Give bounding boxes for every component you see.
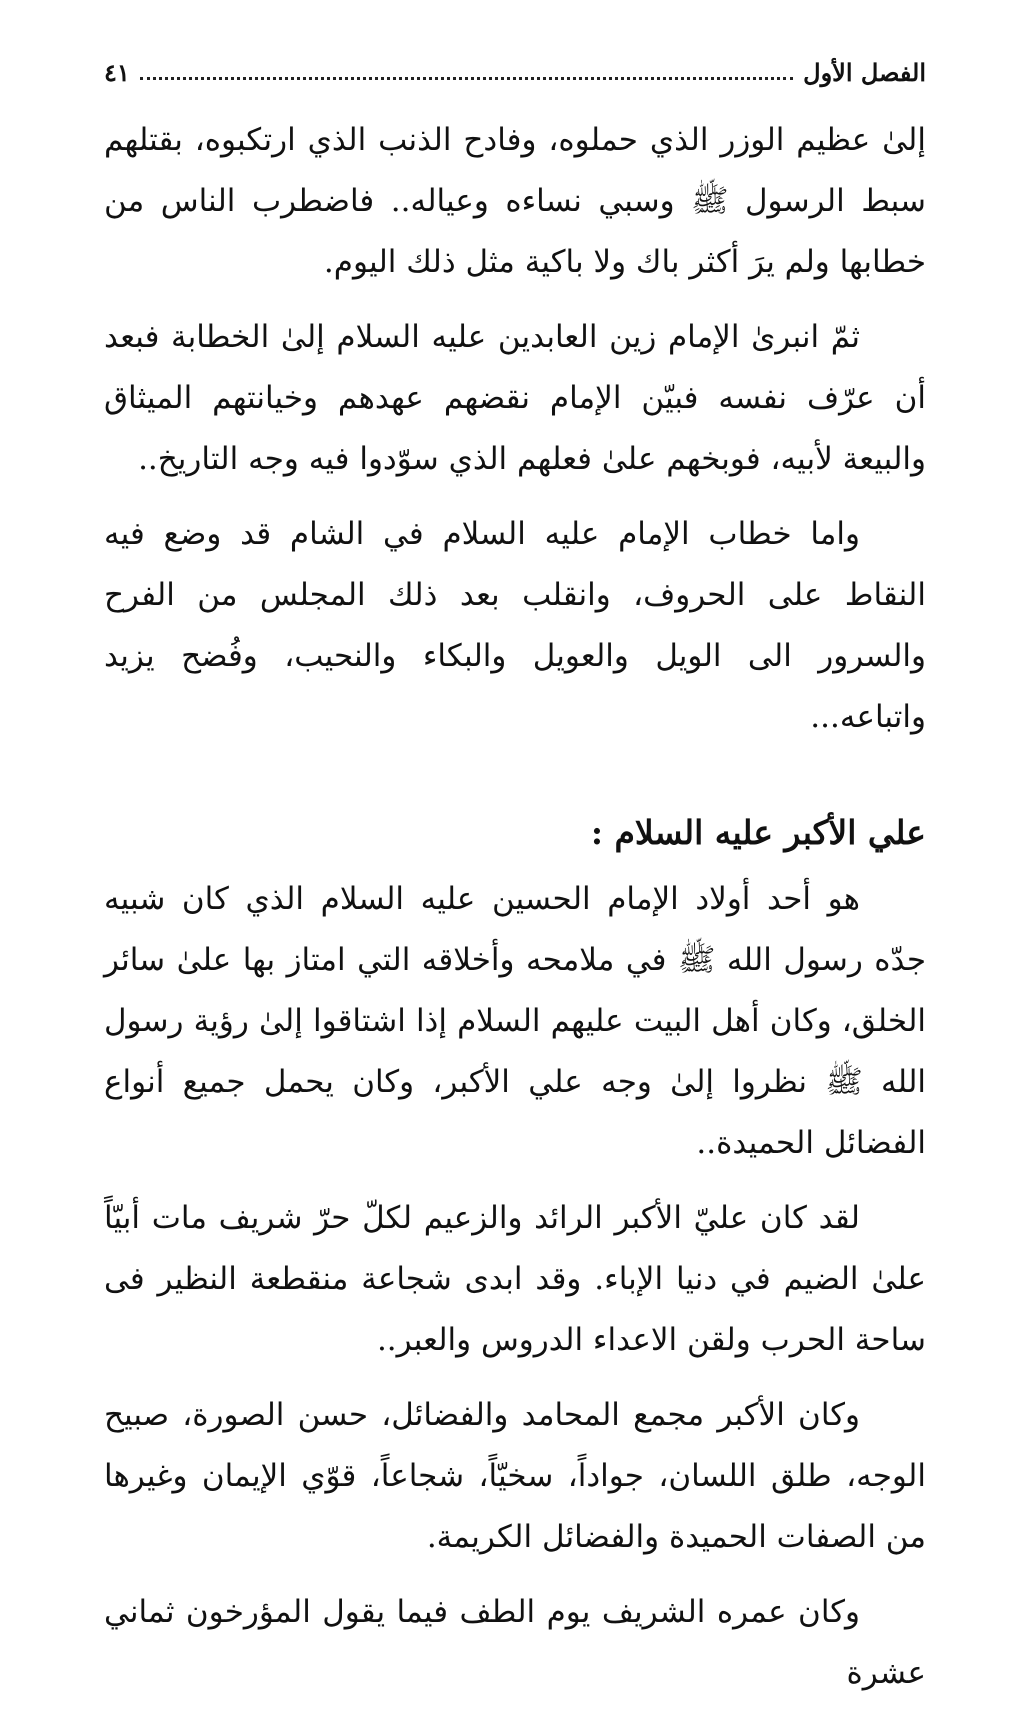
paragraph-zain-al-abidin-speech: ثمّ انبرىٰ الإمام زين العابدين عليه السلام إلىٰ الخطابة فبعد أن عرّف نفسه فبيّن الإمام نقضهم عهدهم وخيانتهم الميثاق والبيعة لأبيه، فوبخهم علىٰ فعلهم الذي سوّدوا فيه وجه التاريخ.. [104, 319, 926, 477]
paragraph-ali-akbar-leader: لقد كان عليّ الأكبر الرائد والزعيم لكلّ حرّ شريف مات أبيّاً علىٰ الضيم في دنيا الإباء. وقد ابدى شجاعة منقطعة النظير فى ساحة الحرب ولقن الاعداء الدروس والعبر.. [104, 1200, 926, 1358]
body-text [104, 110, 926, 1718]
section-heading: علي الأكبر عليه السلام : [590, 813, 926, 852]
paragraph-ali-akbar-age: وكان عمره الشريف يوم الطف فيما يقول المؤرخون ثماني عشرة [104, 1594, 926, 1691]
paragraph-sham-speech: واما خطاب الإمام عليه السلام في الشام قد وضع فيه النقاط على الحروف، وانقلب بعد ذلك المجلس من الفرح والسرور الى الويل والعويل والبكاء والنحيب، وفُضح يزيد واتباعه... [104, 516, 926, 735]
page-number: ٤١ [104, 57, 130, 87]
paragraph-ali-akbar-intro: هو أحد أولاد الإمام الحسين عليه السلام الذي كان شبيه جدّه رسول الله ﷺ في ملامحه وأخلاقه التي امتاز بها علىٰ سائر الخلق، وكان أهل البيت عليهم السلام إذا اشتاقوا إلىٰ رؤية رسول الله ﷺ نظروا إلىٰ وجه علي الأكبر، وكان يحمل جميع أنواع الفضائل الحميدة.. [104, 881, 926, 1161]
paragraph-ali-akbar-virtues: وكان الأكبر مجمع المحامد والفضائل، حسن الصورة، صبيح الوجه، طلق اللسان، جواداً، سخيّاً، شجاعاً، قوّي الإيمان وغيرها من الصفات الحميدة والفضائل الكريمة. [104, 1397, 926, 1555]
dot-leader [140, 77, 793, 80]
running-header [104, 52, 926, 92]
chapter-title: الفصل الأول [803, 57, 926, 87]
paragraph-continued: إلىٰ عظيم الوزر الذي حملوه، وفادح الذنب الذي ارتكبوه، بقتلهم سبط الرسول ﷺ وسبي نساءه وعياله.. فاضطرب الناس من خطابها ولم يرَ أكثر باك ولا باكية مثل ذلك اليوم. [104, 122, 926, 280]
